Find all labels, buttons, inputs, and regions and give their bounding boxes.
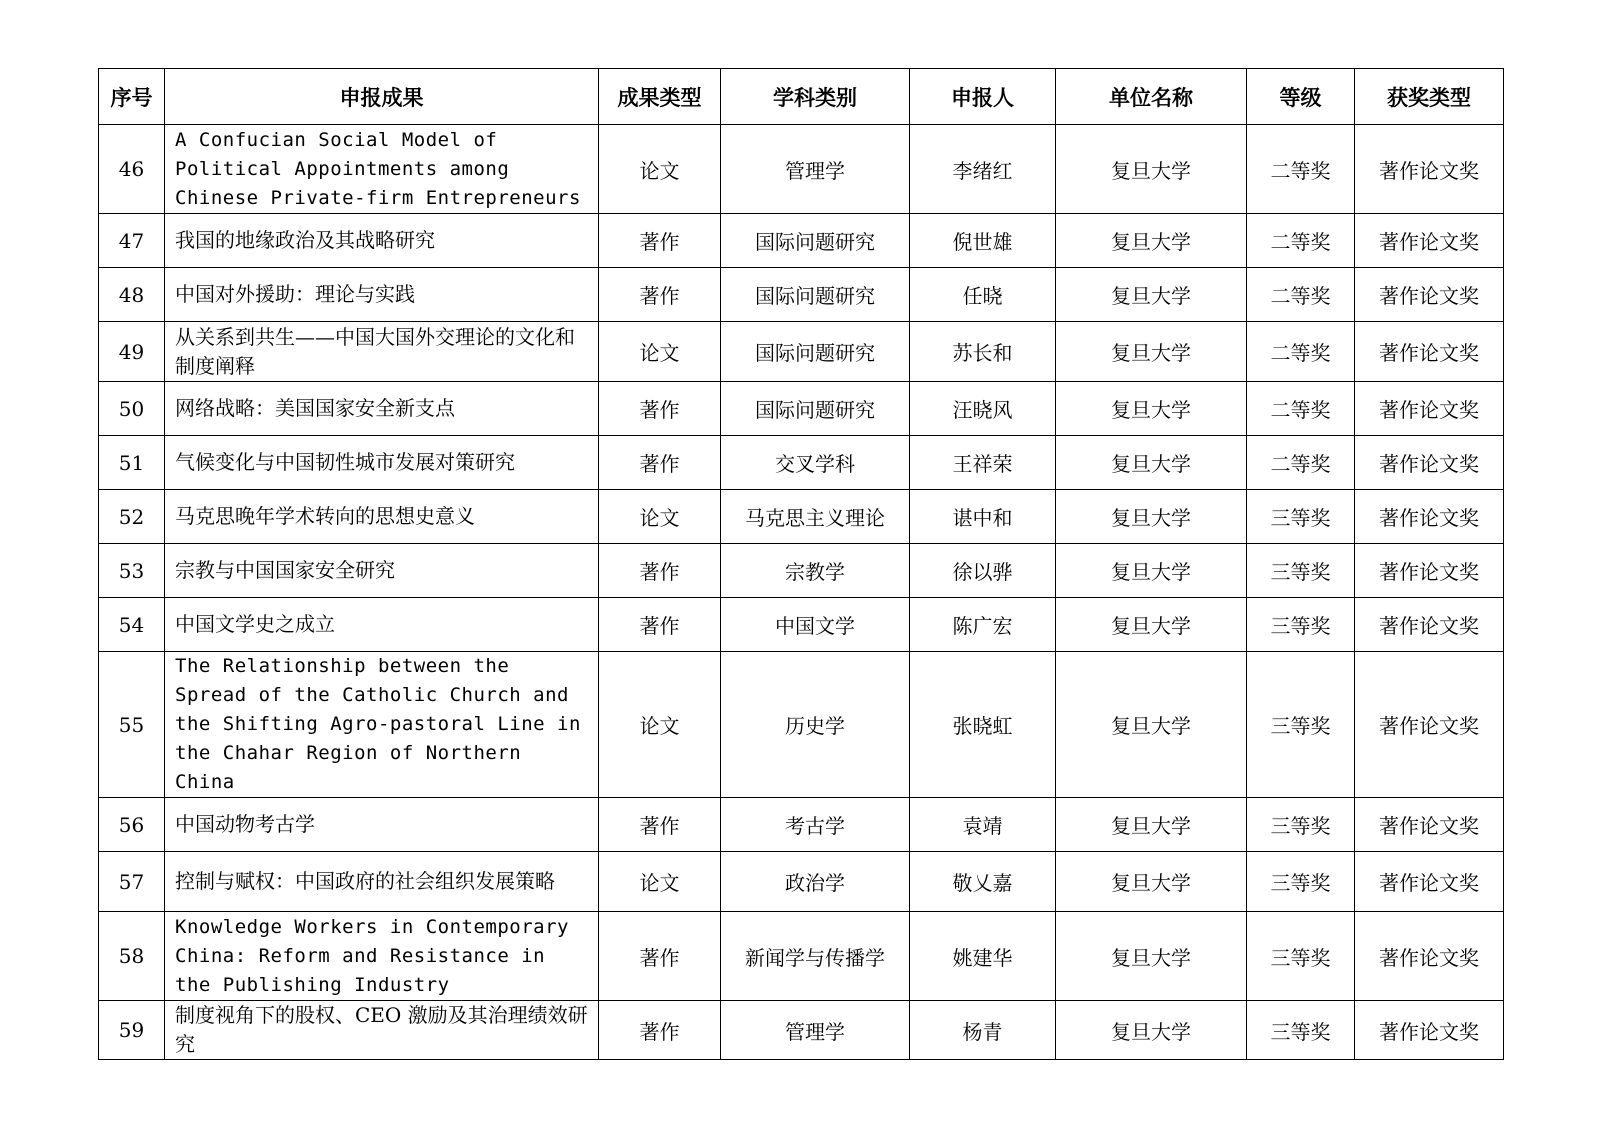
cell-discipline: 管理学 — [721, 125, 910, 214]
cell-applicant: 徐以骅 — [910, 544, 1056, 598]
cell-grade: 三等奖 — [1247, 598, 1355, 652]
header-award: 获奖类型 — [1355, 69, 1504, 125]
table-row — [99, 852, 1504, 912]
cell-unit: 复旦大学 — [1056, 382, 1247, 436]
cell-award: 著作论文奖 — [1355, 125, 1504, 214]
table-row — [99, 214, 1504, 268]
cell-grade: 二等奖 — [1247, 322, 1355, 382]
table-row — [99, 798, 1504, 852]
cell-applicant: 张晓虹 — [910, 652, 1056, 798]
cell-type: 著作 — [599, 912, 721, 1001]
cell-no: 55 — [99, 652, 165, 798]
cell-grade: 三等奖 — [1247, 544, 1355, 598]
cell-grade: 二等奖 — [1247, 214, 1355, 268]
cell-award: 著作论文奖 — [1355, 852, 1504, 912]
cell-no: 46 — [99, 125, 165, 214]
cell-award: 著作论文奖 — [1355, 912, 1504, 1001]
cell-type: 论文 — [599, 125, 721, 214]
cell-title: 气候变化与中国韧性城市发展对策研究 — [165, 436, 599, 490]
table-row — [99, 436, 1504, 490]
table-row — [99, 912, 1504, 1001]
cell-discipline: 宗教学 — [721, 544, 910, 598]
cell-title: 控制与赋权：中国政府的社会组织发展策略 — [165, 852, 599, 912]
cell-applicant: 袁靖 — [910, 798, 1056, 852]
table-row — [99, 1001, 1504, 1060]
cell-title: 宗教与中国国家安全研究 — [165, 544, 599, 598]
cell-unit: 复旦大学 — [1056, 598, 1247, 652]
cell-unit: 复旦大学 — [1056, 436, 1247, 490]
cell-type: 著作 — [599, 598, 721, 652]
cell-discipline: 国际问题研究 — [721, 382, 910, 436]
cell-award: 著作论文奖 — [1355, 214, 1504, 268]
header-type: 成果类型 — [599, 69, 721, 125]
cell-discipline: 国际问题研究 — [721, 214, 910, 268]
cell-discipline: 交叉学科 — [721, 436, 910, 490]
cell-applicant: 王祥荣 — [910, 436, 1056, 490]
cell-title: 制度视角下的股权、CEO 激励及其治理绩效研究 — [165, 1001, 599, 1060]
cell-type: 论文 — [599, 852, 721, 912]
cell-grade: 三等奖 — [1247, 798, 1355, 852]
header-row — [99, 69, 1504, 125]
cell-title: Knowledge Workers in Contemporary China: Reform and Resistance in the Publishing Industry — [165, 912, 599, 1001]
cell-no: 57 — [99, 852, 165, 912]
cell-unit: 复旦大学 — [1056, 214, 1247, 268]
cell-applicant: 杨青 — [910, 1001, 1056, 1060]
cell-unit: 复旦大学 — [1056, 322, 1247, 382]
cell-award: 著作论文奖 — [1355, 436, 1504, 490]
cell-type: 论文 — [599, 322, 721, 382]
cell-unit: 复旦大学 — [1056, 125, 1247, 214]
cell-title: A Confucian Social Model of Political Appointments among Chinese Private-firm Entrepreneurs — [165, 125, 599, 214]
cell-grade: 三等奖 — [1247, 852, 1355, 912]
cell-award: 著作论文奖 — [1355, 490, 1504, 544]
cell-discipline: 历史学 — [721, 652, 910, 798]
cell-unit: 复旦大学 — [1056, 798, 1247, 852]
table-row — [99, 125, 1504, 214]
header-no: 序号 — [99, 69, 165, 125]
cell-unit: 复旦大学 — [1056, 268, 1247, 322]
cell-no: 52 — [99, 490, 165, 544]
cell-type: 著作 — [599, 382, 721, 436]
cell-no: 58 — [99, 912, 165, 1001]
cell-no: 48 — [99, 268, 165, 322]
cell-award: 著作论文奖 — [1355, 598, 1504, 652]
cell-title: 马克思晚年学术转向的思想史意义 — [165, 490, 599, 544]
cell-no: 54 — [99, 598, 165, 652]
cell-unit: 复旦大学 — [1056, 912, 1247, 1001]
header-unit: 单位名称 — [1056, 69, 1247, 125]
table-row — [99, 322, 1504, 382]
cell-discipline: 管理学 — [721, 1001, 910, 1060]
cell-applicant: 敬乂嘉 — [910, 852, 1056, 912]
cell-applicant: 姚建华 — [910, 912, 1056, 1001]
cell-type: 著作 — [599, 798, 721, 852]
table-row — [99, 598, 1504, 652]
cell-applicant: 陈广宏 — [910, 598, 1056, 652]
cell-award: 著作论文奖 — [1355, 268, 1504, 322]
cell-award: 著作论文奖 — [1355, 544, 1504, 598]
cell-grade: 二等奖 — [1247, 436, 1355, 490]
cell-grade: 二等奖 — [1247, 125, 1355, 214]
header-grade: 等级 — [1247, 69, 1355, 125]
cell-award: 著作论文奖 — [1355, 382, 1504, 436]
cell-applicant: 苏长和 — [910, 322, 1056, 382]
cell-title: 我国的地缘政治及其战略研究 — [165, 214, 599, 268]
cell-grade: 二等奖 — [1247, 268, 1355, 322]
cell-title: The Relationship between the Spread of the Catholic Church and the Shifting Agro-pastoral Line in the Chahar Region of Northern China — [165, 652, 599, 798]
cell-discipline: 马克思主义理论 — [721, 490, 910, 544]
cell-unit: 复旦大学 — [1056, 490, 1247, 544]
cell-type: 著作 — [599, 214, 721, 268]
cell-discipline: 国际问题研究 — [721, 322, 910, 382]
cell-type: 著作 — [599, 544, 721, 598]
awards-table — [98, 68, 1504, 1060]
table-row — [99, 382, 1504, 436]
table-row — [99, 652, 1504, 798]
cell-applicant: 汪晓风 — [910, 382, 1056, 436]
cell-applicant: 谌中和 — [910, 490, 1056, 544]
cell-award: 著作论文奖 — [1355, 1001, 1504, 1060]
cell-discipline: 新闻学与传播学 — [721, 912, 910, 1001]
cell-title: 中国动物考古学 — [165, 798, 599, 852]
cell-title: 中国文学史之成立 — [165, 598, 599, 652]
cell-grade: 三等奖 — [1247, 1001, 1355, 1060]
cell-no: 49 — [99, 322, 165, 382]
cell-type: 论文 — [599, 490, 721, 544]
cell-applicant: 李绪红 — [910, 125, 1056, 214]
header-discipline: 学科类别 — [721, 69, 910, 125]
header-title: 申报成果 — [165, 69, 599, 125]
table-row — [99, 544, 1504, 598]
cell-no: 50 — [99, 382, 165, 436]
cell-type: 著作 — [599, 1001, 721, 1060]
cell-grade: 三等奖 — [1247, 490, 1355, 544]
cell-applicant: 任晓 — [910, 268, 1056, 322]
cell-grade: 三等奖 — [1247, 652, 1355, 798]
cell-type: 著作 — [599, 436, 721, 490]
cell-type: 论文 — [599, 652, 721, 798]
cell-grade: 三等奖 — [1247, 912, 1355, 1001]
cell-discipline: 国际问题研究 — [721, 268, 910, 322]
cell-no: 53 — [99, 544, 165, 598]
cell-no: 51 — [99, 436, 165, 490]
cell-unit: 复旦大学 — [1056, 652, 1247, 798]
cell-no: 56 — [99, 798, 165, 852]
header-applicant: 申报人 — [910, 69, 1056, 125]
cell-unit: 复旦大学 — [1056, 544, 1247, 598]
cell-title: 网络战略：美国国家安全新支点 — [165, 382, 599, 436]
table-row — [99, 490, 1504, 544]
cell-no: 59 — [99, 1001, 165, 1060]
cell-discipline: 考古学 — [721, 798, 910, 852]
cell-type: 著作 — [599, 268, 721, 322]
cell-title: 中国对外援助：理论与实践 — [165, 268, 599, 322]
cell-grade: 二等奖 — [1247, 382, 1355, 436]
cell-discipline: 中国文学 — [721, 598, 910, 652]
cell-award: 著作论文奖 — [1355, 322, 1504, 382]
cell-unit: 复旦大学 — [1056, 1001, 1247, 1060]
cell-applicant: 倪世雄 — [910, 214, 1056, 268]
cell-award: 著作论文奖 — [1355, 798, 1504, 852]
cell-award: 著作论文奖 — [1355, 652, 1504, 798]
cell-unit: 复旦大学 — [1056, 852, 1247, 912]
table-row — [99, 268, 1504, 322]
cell-no: 47 — [99, 214, 165, 268]
cell-discipline: 政治学 — [721, 852, 910, 912]
cell-title: 从关系到共生——中国大国外交理论的文化和制度阐释 — [165, 322, 599, 382]
